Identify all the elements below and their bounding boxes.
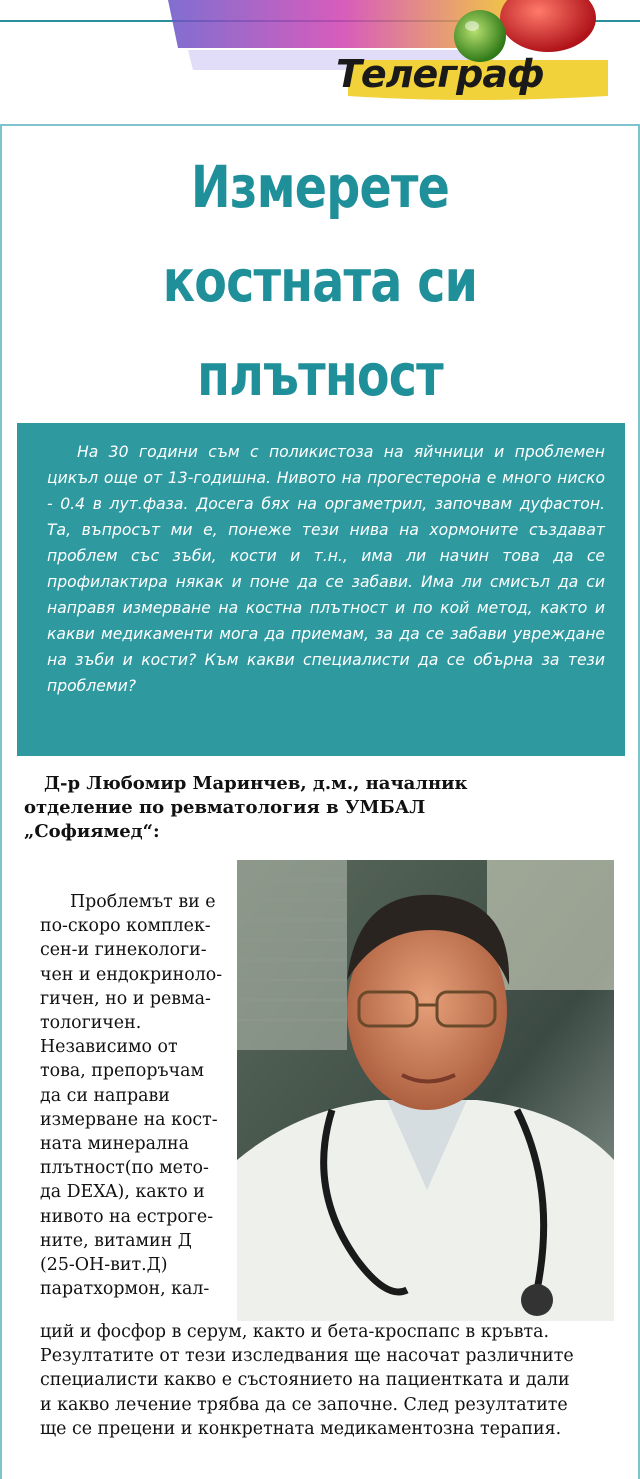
answer-line: по-скоро комплек-: [40, 916, 211, 937]
expert-byline: [24, 772, 624, 844]
answer-line: нивото на естроге-: [40, 1206, 214, 1227]
answer-line: и какво лечение трябва да се започне. След резултатите: [40, 1394, 568, 1415]
answer-column: [40, 890, 236, 1301]
answer-line: ций и фосфор в серум, както и бета-кроспапс в кръвта.: [40, 1322, 550, 1342]
answer-full-width: [40, 1320, 625, 1441]
newspaper-brand: Телеграф: [336, 52, 544, 96]
answer-line: ните, витамин Д: [40, 1230, 192, 1251]
article-headline: [58, 140, 583, 422]
answer-line: (25-ОН-вит.Д): [40, 1255, 168, 1276]
doctor-photo: [237, 860, 614, 1321]
answer-line: специалисти какво е състоянието на пациентката и дали: [40, 1370, 570, 1391]
headline-line-3: плътност: [197, 341, 443, 409]
answer-line: чен и ендокриноло-: [40, 964, 223, 985]
answer-line: Проблемът ви е: [70, 892, 216, 912]
answer-line: плътност(по мето-: [40, 1158, 209, 1179]
answer-line: да си направи: [40, 1085, 170, 1106]
answer-line: Резултатите от тези изследвания ще насочат различните: [40, 1346, 574, 1367]
masthead: [0, 0, 640, 118]
byline-line-3: „Софиямед“:: [24, 821, 160, 842]
answer-line: паратхормон, кал-: [40, 1279, 210, 1300]
byline-line-2: отделение по ревматология в УМБАЛ: [24, 797, 426, 818]
answer-line: сен-и гинекологи-: [40, 940, 207, 961]
answer-line: ната минерална: [40, 1134, 189, 1155]
answer-line: това, препоръчам: [40, 1061, 204, 1082]
answer-line: тологичен.: [40, 1013, 142, 1034]
reader-question: На 30 години съм с поликистоза на яйчници и проблемен цикъл още от 13-годишна. Нивото на прогестерона е много ниско - 0.4 в лут.фаза. Досега бях на оргаметрил, започвам дуфастон. Та, въпросът ми е, понеже тези нива на хормоните създават проблем със зъби, кости и т.н., има ли начин това да се профилактира някак и поне да се забави. Има ли смисъл да си направя измерване на костна плътност и по кой метод, както и какви медикаменти мога да приемам, за да се забави увреждане на зъби и кости? Към какви специалисти да се обърна за тези проблеми?: [17, 423, 625, 756]
answer-line: измерване на кост-: [40, 1109, 218, 1130]
byline-line-1: Д-р Любомир Маринчев, д.м., началник: [44, 773, 468, 794]
answer-line: ще се прецени и конкретната медикаментозна терапия.: [40, 1418, 562, 1439]
headline-line-1: Измерете: [190, 153, 450, 221]
answer-line: да DEXA), както и: [40, 1182, 205, 1203]
answer-line: Независимо от: [40, 1037, 178, 1058]
headline-line-2: костната си: [162, 247, 478, 315]
answer-line: гичен, но и ревма-: [40, 988, 211, 1009]
